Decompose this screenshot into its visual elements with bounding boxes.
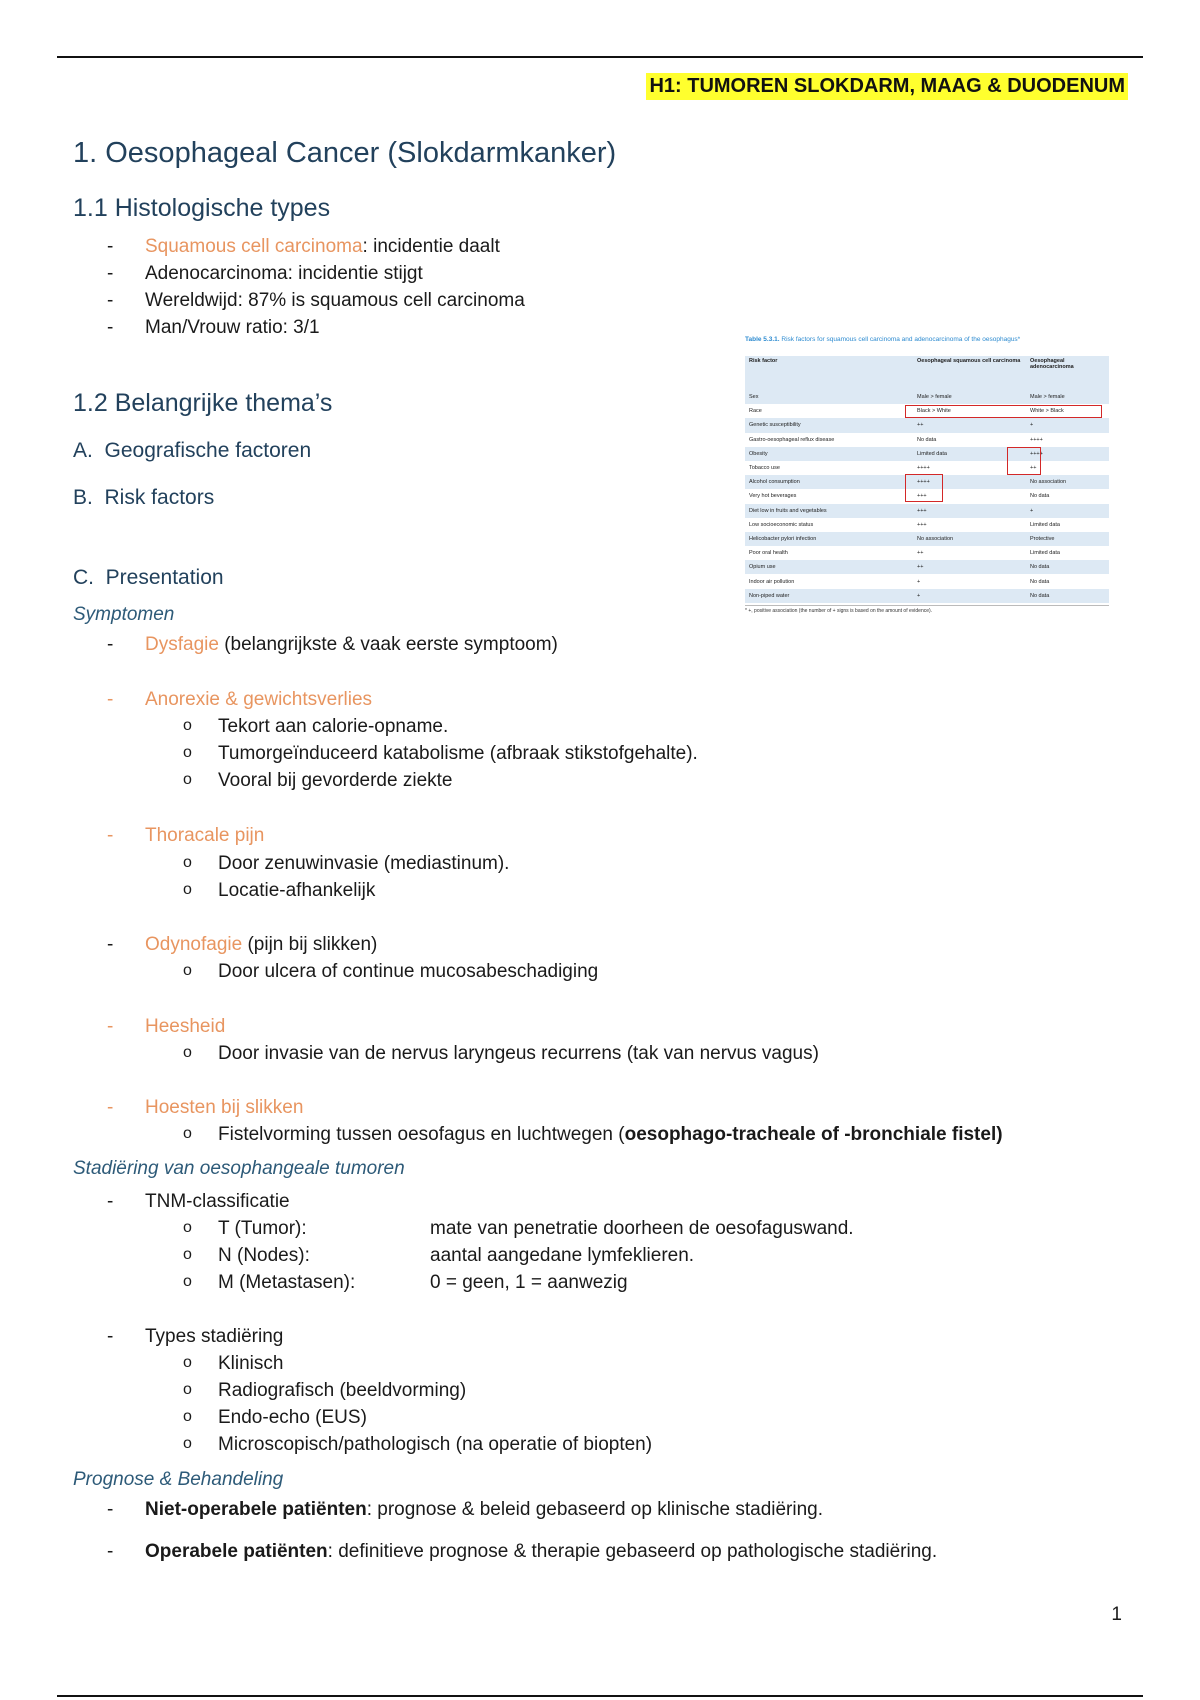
highlight-box-sex: [905, 405, 1102, 418]
table-cell: Helicobacter pylori infection: [745, 532, 913, 546]
table-cell: Black > White: [913, 404, 1026, 418]
table-cell: +++: [913, 504, 1026, 518]
table-cell: ++: [913, 560, 1026, 574]
sub-item-text: Door ulcera of continue mucosabeschadiging: [218, 961, 599, 982]
symptom-text: (belangrijkste & vaak eerste symptoom): [218, 634, 558, 655]
circle-bullet: o: [183, 1354, 192, 1371]
theme-label: Geografische factoren: [104, 439, 312, 462]
list-item-text: Man/Vrouw ratio: 3/1: [145, 317, 320, 338]
sub-item-text: Door zenuwinvasie (mediastinum).: [218, 853, 510, 874]
column-header: Oesophageal adenocarcinoma: [1026, 356, 1109, 390]
circle-bullet: o: [183, 771, 192, 788]
fistel-term: oesophago-tracheale of -bronchiale fistel): [624, 1124, 1003, 1145]
table-cell: Race: [745, 404, 913, 418]
sub-item-text: Endo-echo (EUS): [218, 1407, 367, 1428]
table-cell: No data: [1026, 560, 1109, 574]
list-item-text: Wereldwijd: 87% is squamous cell carcinoma: [145, 290, 525, 311]
bullet: -: [107, 825, 114, 846]
circle-bullet: o: [183, 1246, 192, 1263]
tnm-value: 0 = geen, 1 = aanwezig: [430, 1272, 628, 1293]
sub-item-text: Radiografisch (beeldvorming): [218, 1380, 467, 1401]
circle-bullet: o: [183, 1219, 192, 1236]
list-item-text: : incidentie daalt: [362, 236, 500, 257]
table-cell: +++: [913, 489, 1026, 503]
chapter-header: H1: TUMOREN SLOKDARM, MAAG & DUODENUM: [646, 73, 1128, 100]
table-row: [745, 390, 1109, 404]
bottom-rule: [57, 1695, 1143, 1697]
symptom-text: (pijn bij slikken): [242, 934, 378, 955]
theme-letter: B.: [73, 486, 93, 509]
table-number: Table 5.3.1.: [745, 336, 780, 343]
figure-footnote: * +, positive association (the number of + signs is based on the amount of evidence).: [745, 605, 1109, 614]
tnm-key: M (Metastasen):: [218, 1272, 356, 1293]
highlight-box-adeno: [1007, 447, 1041, 475]
circle-bullet: o: [183, 1125, 192, 1142]
circle-bullet: o: [183, 744, 192, 761]
table-cell: Opium use: [745, 560, 913, 574]
symptom-label: Anorexie & gewichtsverlies: [145, 689, 373, 710]
table-row: [745, 461, 1109, 475]
bullet: -: [107, 1499, 114, 1520]
circle-bullet: o: [183, 717, 192, 734]
symptom-label: Odynofagie: [145, 934, 243, 955]
sub-item-text: Tekort aan calorie-opname.: [218, 716, 449, 737]
theme-letter: C.: [73, 566, 94, 589]
subsection-belangrijke-themas: 1.2 Belangrijke thema’s: [73, 389, 333, 417]
table-cell: +: [913, 574, 1026, 588]
table-cell: ++: [913, 546, 1026, 560]
prognose-term: Niet-operabele patiënten: [145, 1499, 367, 1520]
table-cell: No data: [1026, 489, 1109, 503]
table-cell: +: [1026, 504, 1109, 518]
theme-label: Presentation: [105, 566, 224, 589]
table-cell: ++: [1026, 461, 1109, 475]
tnm-key: N (Nodes):: [218, 1245, 310, 1266]
bullet: -: [107, 1541, 114, 1562]
symptom-label: Hoesten bij slikken: [145, 1097, 304, 1118]
section-title: [73, 137, 616, 170]
table-cell: Protective: [1026, 532, 1109, 546]
prognose-text: : prognose & beleid gebaseerd op klinische stadiëring.: [366, 1499, 824, 1520]
bullet: -: [107, 263, 114, 284]
circle-bullet: o: [183, 881, 192, 898]
table-row: [745, 574, 1109, 588]
table-cell: +: [913, 589, 1026, 603]
bullet: -: [107, 1326, 114, 1347]
list-item-text: Adenocarcinoma: incidentie stijgt: [145, 263, 423, 284]
table-cell: Non-piped water: [745, 589, 913, 603]
circle-bullet: o: [183, 1273, 192, 1290]
tnm-value: mate van penetratie doorheen de oesofaguswand.: [430, 1218, 854, 1239]
table-row: [745, 433, 1109, 447]
table-cell: Low socioeconomic status: [745, 518, 913, 532]
table-cell: ++++: [913, 475, 1026, 489]
table-cell: Sex: [745, 390, 913, 404]
section-title-text: Oesophageal Cancer (Slokdarmkanker): [105, 137, 617, 169]
table-cell: No data: [913, 433, 1026, 447]
circle-bullet: o: [183, 1381, 192, 1398]
table-cell: Limited data: [913, 447, 1026, 461]
bullet: -: [107, 634, 114, 655]
highlight-term: Squamous cell carcinoma: [145, 236, 363, 257]
circle-bullet: o: [183, 1408, 192, 1425]
circle-bullet: o: [183, 854, 192, 871]
list-item-text: Types stadiëring: [145, 1326, 284, 1347]
table-cell: ++++: [913, 461, 1026, 475]
table-cell: Limited data: [1026, 518, 1109, 532]
table-cell: ++: [913, 418, 1026, 432]
list-item-text: TNM-classificatie: [145, 1191, 290, 1212]
table-cell: No data: [1026, 574, 1109, 588]
theme-letter: A.: [73, 439, 93, 462]
table-cell: +++: [913, 518, 1026, 532]
circle-bullet: o: [183, 1435, 192, 1452]
table-cell: Male > female: [1026, 390, 1109, 404]
table-cell: ++++: [1026, 433, 1109, 447]
table-cell: Alcohol consumption: [745, 475, 913, 489]
table-cell: Genetic susceptibility: [745, 418, 913, 432]
circle-bullet: o: [183, 962, 192, 979]
table-cell: Limited data: [1026, 546, 1109, 560]
page-number: 1: [1111, 1604, 1122, 1625]
sub-item-text: Fistelvorming tussen oesofagus en luchtwegen (: [218, 1124, 625, 1145]
circle-bullet: o: [183, 1044, 192, 1061]
caption-text: Risk factors for squamous cell carcinoma and adenocarcinoma of the oesophagus*: [779, 336, 1021, 343]
prognose-heading: Prognose & Behandeling: [73, 1469, 284, 1490]
table-row: [745, 532, 1109, 546]
symptom-label: Dysfagie: [145, 634, 219, 655]
bullet: -: [107, 934, 114, 955]
symptomen-heading: Symptomen: [73, 604, 175, 625]
symptom-label: Heesheid: [145, 1016, 226, 1037]
prognose-term: Operabele patiënten: [145, 1541, 328, 1562]
table-row: [745, 418, 1109, 432]
sub-item-text: Vooral bij gevorderde ziekte: [218, 770, 453, 791]
symptom-label: Thoracale pijn: [145, 825, 265, 846]
bullet: -: [107, 317, 114, 338]
tnm-key: T (Tumor):: [218, 1218, 307, 1239]
table-cell: Tobacco use: [745, 461, 913, 475]
theme-label: Risk factors: [104, 486, 215, 509]
table-row: [745, 589, 1109, 603]
table-row: [745, 560, 1109, 574]
sub-item-text: Tumorgeïnduceerd katabolisme (afbraak stikstofgehalte).: [218, 743, 698, 764]
section-number: 1.: [73, 137, 98, 169]
table-row: [745, 546, 1109, 560]
table-cell: No data: [1026, 589, 1109, 603]
sub-item-text: Door invasie van de nervus laryngeus recurrens (tak van nervus vagus): [218, 1043, 819, 1064]
bullet: -: [107, 689, 114, 710]
theme-geografische: [73, 439, 311, 463]
table-cell: Very hot beverages: [745, 489, 913, 503]
table-cell: No association: [913, 532, 1026, 546]
table-cell: Gastro-oesophageal reflux disease: [745, 433, 913, 447]
subsection-histologische-types: 1.1 Histologische types: [73, 194, 331, 222]
figure-caption: [745, 336, 1109, 356]
highlight-box-squamous: [905, 474, 943, 502]
column-header: Oesophageal squamous cell carcinoma: [913, 356, 1026, 390]
bullet: -: [107, 1097, 114, 1118]
table-row: [745, 504, 1109, 518]
table-row: [745, 447, 1109, 461]
table-cell: Indoor air pollution: [745, 574, 913, 588]
table-header-row: [745, 356, 1109, 390]
bullet: -: [107, 236, 114, 257]
sub-item-text: Klinisch: [218, 1353, 284, 1374]
table-cell: White > Black: [1026, 404, 1109, 418]
bullet: -: [107, 290, 114, 311]
tnm-value: aantal aangedane lymfeklieren.: [430, 1245, 695, 1266]
theme-risk-factors: [73, 486, 214, 510]
table-cell: Poor oral health: [745, 546, 913, 560]
stadiering-heading: Stadiëring van oesophangeale tumoren: [73, 1158, 405, 1179]
theme-presentation: [73, 566, 224, 590]
table-row: [745, 518, 1109, 532]
table-cell: No association: [1026, 475, 1109, 489]
table-cell: ++++: [1026, 447, 1109, 461]
sub-item-text: Locatie-afhankelijk: [218, 880, 376, 901]
table-cell: Male > female: [913, 390, 1026, 404]
table-cell: +: [1026, 418, 1109, 432]
top-rule: [57, 56, 1143, 58]
bullet: -: [107, 1191, 114, 1212]
sub-item-text: Microscopisch/pathologisch (na operatie of biopten): [218, 1434, 653, 1455]
prognose-text: : definitieve prognose & therapie gebaseerd op pathologische stadiëring.: [327, 1541, 938, 1562]
column-header: Risk factor: [745, 356, 913, 390]
table-cell: Diet low in fruits and vegetables: [745, 504, 913, 518]
risk-factor-table-figure: [745, 336, 1109, 641]
bullet: -: [107, 1016, 114, 1037]
table-cell: Obesity: [745, 447, 913, 461]
